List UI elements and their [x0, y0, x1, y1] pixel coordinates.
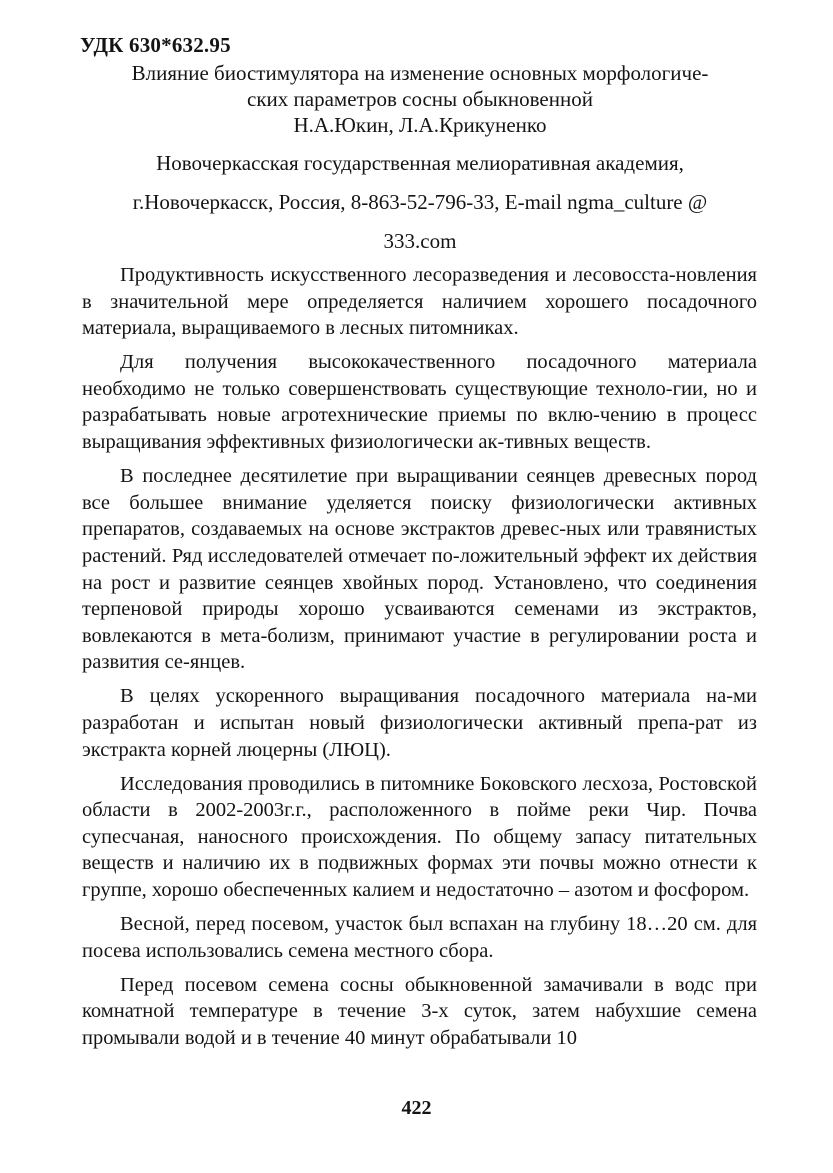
paragraph: Исследования проводились в питомнике Боковского лесхоза, Ростовской области в 2002-2003г.г., расположенного в пойме реки Чир. Почва супесчаная, наносного происхождения. По общему запасу питательных веществ и наличию их в подвижных формах эти почвы можно отнести к группе, хорошо обеспеченных калием и недостаточно – азотом и фосфором.: [82, 772, 757, 902]
udk-code: УДК 630*632.95: [80, 33, 231, 57]
page-number: 422: [401, 1097, 432, 1119]
email-domain: 333.com: [383, 229, 457, 253]
body-text: [82, 262, 757, 1059]
title-line-2: ских параметров сосны обыкновенной: [247, 87, 593, 111]
paragraph: Перед посевом семена сосны обыкновенной замачивали в водс при комнатной температуре в течение 3-х суток, затем набухшие семена промывали водой и в течение 40 минут обрабатывали 10: [82, 973, 757, 1050]
paragraph: Продуктивность искусственного лесоразведения и лесовосста-новления в значительной мере определяется наличием хорошего посадочного материала, выращиваемого в лесных питомниках.: [82, 264, 757, 340]
paragraph: Для получения высококачественного посадочного материала необходимо не только совершенствовать существующие техноло-гии, но и разрабатывать новые агротехнические приемы по вклю-чению в процесс выращивания эффективных физиологически ак-тивных веществ.: [82, 351, 757, 454]
paper-title: [80, 60, 760, 138]
authors: Н.А.Юкин, Л.А.Крикуненко: [293, 113, 547, 137]
paragraph: В целях ускоренного выращивания посадочного материала на-ми разработан и испытан новый физиологически активный препа-рат из экстракта корней люцерны (ЛЮЦ).: [82, 685, 757, 761]
paragraph: В последнее десятилетие при выращивании сеянцев древесных пород все большее внимание уделяется поиску физиологически активных препаратов, создаваемых на основе экстрактов древес-ных или травянистых растений. Ряд исследователей отмечает по-ложительный эффект их действия на рост и развитие сеянцев хвойных пород. Установлено, что соединения терпеновой природы хорошо усваиваются семенами из экстрактов, вовлекаются в мета-болизм, принимают участие в регулировании роста и развития се-янцев.: [82, 465, 757, 674]
affiliation: Новочеркасская государственная мелиоративная академия,: [156, 151, 684, 175]
paragraph: Весной, перед посевом, участок был вспахан на глубину 18…20 см. для посева использовались семена местного сбора.: [82, 913, 757, 962]
title-line-1: Влияние биостимулятора на изменение основных морфологиче-: [131, 61, 709, 85]
address: г.Новочеркасск, Россия, 8-863-52-796-33, E-mail ngma_culture @: [132, 190, 708, 214]
